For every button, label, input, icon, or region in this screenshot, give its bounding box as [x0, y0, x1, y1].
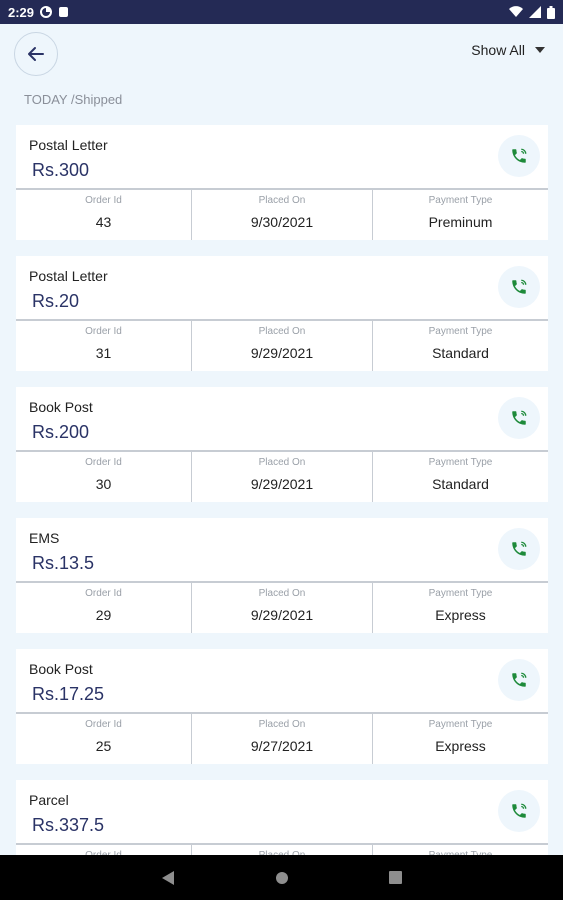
phone-call-icon: [510, 802, 528, 820]
order-card[interactable]: [16, 125, 548, 240]
order-title: Postal Letter: [29, 137, 108, 153]
filter-dropdown[interactable]: [471, 42, 545, 58]
back-button[interactable]: [14, 32, 58, 76]
order-id-cell: [16, 321, 191, 371]
payment-type-cell: [372, 452, 548, 502]
shield-icon: [58, 6, 69, 18]
placed-on-value: 9/27/2021: [250, 738, 314, 754]
order-id-cell: [16, 190, 191, 240]
battery-icon: [547, 6, 555, 19]
placed-on-value: 9/29/2021: [250, 345, 314, 361]
breadcrumb: TODAY /Shipped: [24, 92, 123, 107]
call-button[interactable]: [498, 659, 540, 701]
orders-list[interactable]: [16, 125, 548, 855]
order-card[interactable]: [16, 256, 548, 371]
placed-on-cell: [191, 321, 372, 371]
placed-on-value: 9/29/2021: [250, 607, 314, 623]
nav-recents-button[interactable]: [389, 871, 402, 884]
signal-icon: [529, 6, 541, 18]
phone-call-icon: [510, 409, 528, 427]
order-price: Rs.300: [32, 160, 90, 180]
payment-type-label: Payment Type: [428, 719, 493, 730]
wifi-icon: [509, 6, 523, 18]
placed-on-label: Placed On: [258, 457, 306, 468]
status-bar: [0, 0, 563, 24]
nav-home-button[interactable]: [275, 871, 289, 885]
order-details: [16, 712, 548, 764]
order-id-value: 25: [95, 738, 112, 754]
payment-type-value: Express: [435, 738, 486, 754]
order-id-cell: [16, 714, 191, 764]
call-button[interactable]: [498, 135, 540, 177]
payment-type-label: Payment Type: [428, 195, 493, 206]
order-price: Rs.337.5: [32, 815, 105, 835]
order-price: Rs.200: [32, 422, 90, 442]
order-id-label: Order Id: [85, 719, 122, 730]
order-title: EMS: [29, 530, 60, 546]
nav-back-button[interactable]: [161, 870, 175, 886]
order-id-cell: [16, 583, 191, 633]
order-title: Book Post: [29, 399, 93, 415]
phone-call-icon: [510, 278, 528, 296]
placed-on-label: Placed On: [258, 588, 306, 599]
order-id-label: Order Id: [85, 457, 122, 468]
payment-type-label: Payment Type: [428, 326, 493, 337]
placed-on-value: 9/30/2021: [250, 214, 314, 230]
order-id-cell: [16, 452, 191, 502]
system-nav-bar: [0, 855, 563, 900]
placed-on-cell: [191, 452, 372, 502]
payment-type-label: Payment Type: [428, 457, 493, 468]
call-button[interactable]: [498, 790, 540, 832]
dropdown-arrow-icon: [535, 47, 545, 53]
payment-type-label: Payment Type: [428, 588, 493, 599]
order-card[interactable]: [16, 518, 548, 633]
payment-type-value: Express: [435, 607, 486, 623]
placed-on-value: 9/29/2021: [250, 476, 314, 492]
placed-on-label: Placed On: [258, 719, 306, 730]
payment-type-cell: [372, 321, 548, 371]
placed-on-cell: [191, 583, 372, 633]
order-price: Rs.13.5: [32, 553, 95, 573]
payment-type-value: Standard: [432, 476, 489, 492]
order-card[interactable]: [16, 387, 548, 502]
payment-type-value: Standard: [432, 345, 489, 361]
call-button[interactable]: [498, 397, 540, 439]
square-recents-icon: [389, 871, 402, 884]
data-saver-icon: [40, 6, 52, 18]
placed-on-label: Placed On: [258, 326, 306, 337]
order-details: [16, 450, 548, 502]
order-title: Parcel: [29, 792, 69, 808]
order-id-value: 31: [95, 345, 112, 361]
order-card[interactable]: [16, 649, 548, 764]
payment-type-cell: [372, 190, 548, 240]
order-id-label: Order Id: [85, 588, 122, 599]
payment-type-value: Preminum: [428, 214, 493, 230]
order-id-label: Order Id: [85, 326, 122, 337]
order-id-label: Order Id: [85, 195, 122, 206]
order-details: [16, 581, 548, 633]
phone-call-icon: [510, 671, 528, 689]
filter-label: Show All: [471, 42, 525, 58]
placed-on-cell: [191, 190, 372, 240]
circle-home-icon: [275, 871, 289, 885]
payment-type-cell: [372, 714, 548, 764]
payment-type-cell: [372, 583, 548, 633]
order-title: Postal Letter: [29, 268, 108, 284]
order-id-value: 30: [95, 476, 112, 492]
placed-on-label: Placed On: [258, 195, 306, 206]
order-details: [16, 188, 548, 240]
app-header: [0, 24, 563, 82]
placed-on-cell: [191, 714, 372, 764]
phone-call-icon: [510, 147, 528, 165]
order-title: Book Post: [29, 661, 93, 677]
call-button[interactable]: [498, 528, 540, 570]
call-button[interactable]: [498, 266, 540, 308]
triangle-back-icon: [161, 870, 175, 886]
status-time: 2:29: [8, 4, 35, 20]
order-price: Rs.17.25: [32, 684, 105, 704]
order-details: [16, 319, 548, 371]
order-id-value: 29: [95, 607, 112, 623]
order-id-value: 43: [95, 214, 112, 230]
order-price: Rs.20: [32, 291, 80, 311]
phone-call-icon: [510, 540, 528, 558]
arrow-left-icon: [27, 45, 45, 63]
